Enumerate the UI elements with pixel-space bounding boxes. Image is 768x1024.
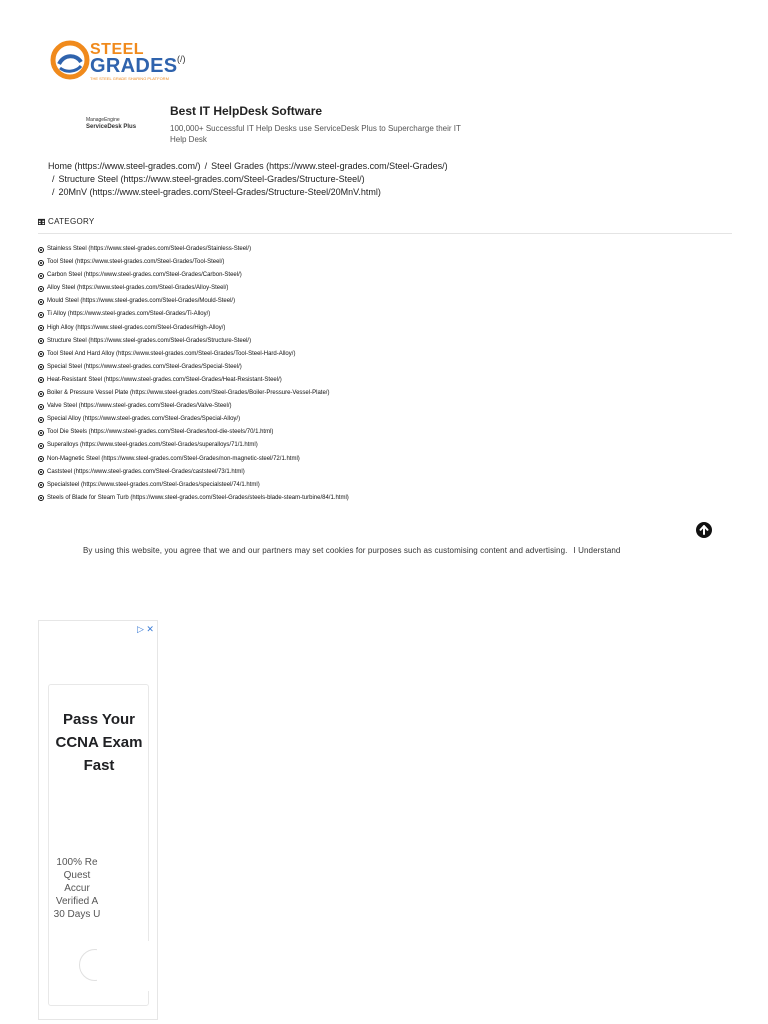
logo-text-grades: GRADES [90, 55, 178, 77]
cookie-notice [83, 546, 620, 555]
ad-body-line: Verified A [55, 896, 99, 907]
bullet-icon [38, 404, 44, 410]
category-item[interactable] [38, 348, 349, 361]
bullet-icon [38, 443, 44, 449]
bullet-icon [38, 338, 44, 344]
ad-headline: Pass Your CCNA Exam Fast [55, 711, 143, 774]
breadcrumb-line-2 [48, 173, 448, 186]
category-item[interactable] [38, 387, 349, 400]
category-item[interactable] [38, 479, 349, 492]
category-item-label: Steels of Blade for Steam Turb (https://www.steel-grades.com/Steel-Grades/steels-blade-steam-turbine/84/1.html) [47, 494, 349, 501]
bullet-icon [38, 430, 44, 436]
servicedesk-logo[interactable] [86, 117, 156, 131]
category-item-label: Special Alloy (https://www.steel-grades.com/Steel-Grades/Special-Alloy/) [47, 416, 241, 423]
breadcrumb-current[interactable]: 20MnV (https://www.steel-grades.com/Steel-Grades/Structure-Steel/20MnV.html) [58, 187, 381, 197]
logo-mark-icon [50, 40, 90, 80]
bullet-icon [38, 312, 44, 318]
ad-body-line: Quest [63, 870, 91, 881]
site-logo[interactable] [50, 38, 190, 82]
category-item[interactable] [38, 361, 349, 374]
bullet-icon [38, 273, 44, 279]
calendar-icon [38, 218, 45, 225]
category-item[interactable] [38, 466, 349, 479]
ad-body-text [47, 856, 107, 921]
category-item[interactable] [38, 453, 349, 466]
category-heading-label: CATEGORY [48, 217, 95, 226]
category-item[interactable] [38, 335, 349, 348]
category-item-label: Valve Steel (https://www.steel-grades.com/Steel-Grades/Valve-Steel/) [47, 403, 232, 410]
ad-body-line: Accur [64, 883, 90, 894]
bullet-icon [38, 351, 44, 357]
bullet-icon [38, 299, 44, 305]
ad-logo-small: ManageEngine [86, 117, 120, 123]
bullet-icon [38, 286, 44, 292]
category-item-label: Superalloys (https://www.steel-grades.com/Steel-Grades/superalloys/71/1.html) [47, 442, 258, 449]
bullet-icon [38, 364, 44, 370]
bullet-icon [38, 469, 44, 475]
adchoices-icon[interactable]: ▷ ✕ [137, 624, 154, 634]
logo-link-text[interactable]: (/) [177, 54, 186, 64]
bullet-icon [38, 495, 44, 501]
arrow-up-circle-icon[interactable] [696, 522, 712, 538]
category-item[interactable] [38, 282, 349, 295]
breadcrumb-separator: / [52, 174, 55, 184]
breadcrumb-structure-steel[interactable]: Structure Steel (https://www.steel-grades.com/Steel-Grades/Structure-Steel/) [58, 174, 365, 184]
cookie-notice-text: By using this website, you agree that we and our partners may set cookies for purposes such as customising content and advertising. [83, 546, 568, 555]
ad-body-line: 100% Re [56, 857, 98, 868]
bullet-icon [38, 377, 44, 383]
ad-body-line: 30 Days U [53, 909, 101, 920]
bullet-icon [38, 417, 44, 423]
ad-overlay [97, 941, 157, 991]
category-item[interactable] [38, 413, 349, 426]
category-item[interactable] [38, 256, 349, 269]
breadcrumb-home[interactable]: Home (https://www.steel-grades.com/) [48, 161, 201, 171]
category-item-label: Special Steel (https://www.steel-grades.com/Steel-Grades/Special-Steel/) [47, 363, 242, 370]
category-item-label: Tool Steel (https://www.steel-grades.com/Steel-Grades/Tool-Steel/) [47, 259, 225, 266]
category-heading [38, 217, 95, 226]
bullet-icon [38, 247, 44, 253]
category-item-label: Ti Alloy (https://www.steel-grades.com/Steel-Grades/Ti-Alloy/) [47, 311, 211, 318]
ad-description: 100,000+ Successful IT Help Desks use ServiceDesk Plus to Supercharge their IT Help Desk [170, 124, 461, 144]
cookie-accept-button[interactable]: I Understand [573, 546, 621, 555]
category-item[interactable] [38, 295, 349, 308]
category-item[interactable] [38, 492, 349, 505]
category-item-label: Specialsteel (https://www.steel-grades.com/Steel-Grades/specialsteel/74/1.html) [47, 481, 260, 488]
category-item-label: Tool Steel And Hard Alloy (https://www.steel-grades.com/Steel-Grades/Tool-Steel-Hard-Alloy/) [47, 350, 296, 357]
category-item-label: Structure Steel (https://www.steel-grades.com/Steel-Grades/Structure-Steel/) [47, 337, 252, 344]
category-item[interactable] [38, 374, 349, 387]
category-item[interactable] [38, 439, 349, 452]
logo-text-steel: STEEL [90, 41, 145, 58]
category-item-label: Alloy Steel (https://www.steel-grades.com/Steel-Grades/Alloy-Steel/) [47, 285, 229, 292]
breadcrumb-separator: / [52, 187, 55, 197]
category-item[interactable] [38, 322, 349, 335]
category-list [38, 243, 349, 505]
bullet-icon [38, 482, 44, 488]
category-divider [38, 233, 732, 234]
category-item-label: Boiler & Pressure Vessel Plate (https://www.steel-grades.com/Steel-Grades/Boiler-Pressure-Vessel-Plate/) [47, 390, 330, 397]
breadcrumb-line-3 [48, 186, 448, 199]
breadcrumb-steel-grades[interactable]: Steel Grades (https://www.steel-grades.com/Steel-Grades/) [211, 161, 448, 171]
logo-tagline: THE STEEL GRADE SHARING PLATFORM [90, 76, 169, 81]
category-item[interactable] [38, 426, 349, 439]
category-item-label: Caststeel (https://www.steel-grades.com/Steel-Grades/caststeel/73/1.html) [47, 468, 245, 475]
bullet-icon [38, 325, 44, 331]
category-item[interactable] [38, 269, 349, 282]
ad-logo-name: ServiceDesk Plus [86, 124, 137, 130]
category-item-label: Non-Magnetic Steel (https://www.steel-grades.com/Steel-Grades/non-magnetic-steel/72/1.html) [47, 455, 300, 462]
category-item-label: Tool Die Steels (https://www.steel-grades.com/Steel-Grades/tool-die-steels/70/1.html) [47, 429, 274, 436]
side-ad[interactable] [38, 620, 158, 1020]
bullet-icon [38, 391, 44, 397]
breadcrumb-separator: / [204, 161, 208, 171]
category-item[interactable] [38, 308, 349, 321]
breadcrumb-line-1 [48, 160, 448, 173]
breadcrumb [48, 160, 448, 199]
category-item-label: Mould Steel (https://www.steel-grades.com/Steel-Grades/Mould-Steel/) [47, 298, 236, 305]
bullet-icon [38, 456, 44, 462]
category-item-label: Carbon Steel (https://www.steel-grades.com/Steel-Grades/Carbon-Steel/) [47, 272, 242, 279]
category-item[interactable] [38, 400, 349, 413]
category-item[interactable] [38, 243, 349, 256]
bullet-icon [38, 260, 44, 266]
category-item-label: Heat-Resistant Steel (https://www.steel-grades.com/Steel-Grades/Heat-Resistant-Steel/) [47, 376, 282, 383]
category-item-label: Stainless Steel (https://www.steel-grades.com/Steel-Grades/Stainless-Steel/) [47, 246, 252, 252]
category-item-label: High Alloy (https://www.steel-grades.com/Steel-Grades/High-Alloy/) [47, 324, 226, 331]
ad-title[interactable]: Best IT HelpDesk Software [170, 104, 323, 118]
